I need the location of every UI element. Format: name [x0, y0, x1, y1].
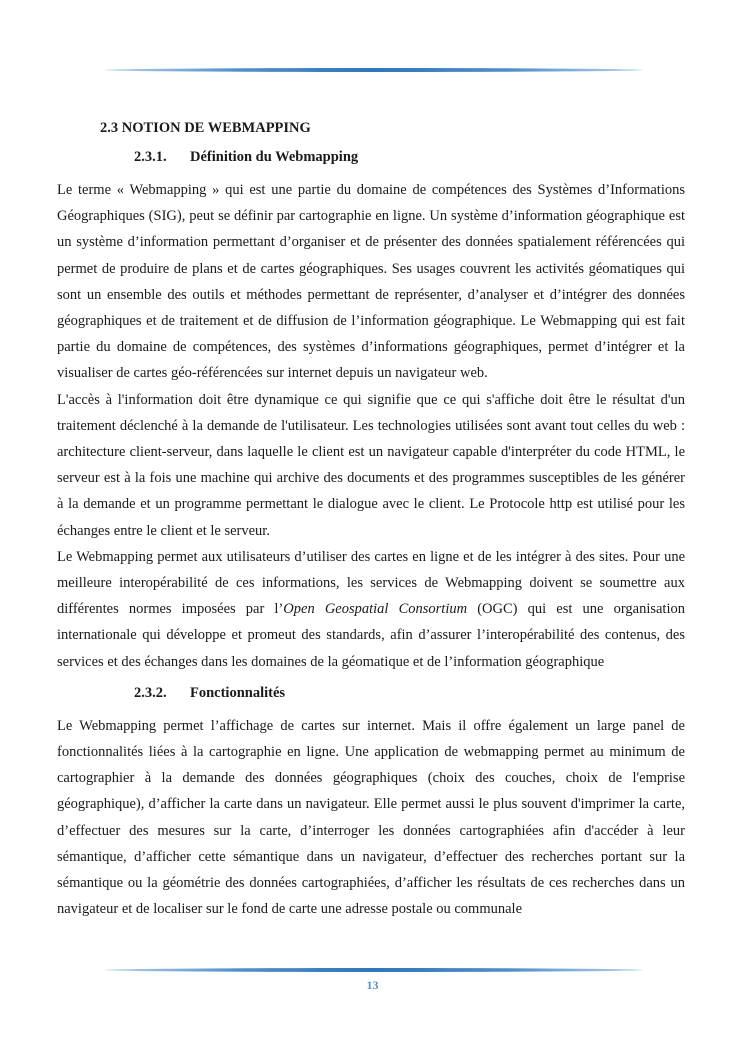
section-heading: 2.3 NOTION DE WEBMAPPING: [100, 120, 311, 136]
ogc-name: Open Geospatial Consortium: [283, 601, 468, 618]
header-rule: [105, 68, 643, 72]
subsection-heading-definition: [134, 147, 685, 167]
paragraph-text: Le Webmapping permet aux utilisateurs d’utiliser des cartes en ligne et de les intégrer à des sites. Pour une meilleure interopérabilité de ces informations, les services de Webmapping doivent se soumettre aux différentes normes imposées par l’: [57, 548, 685, 618]
subsection-title: Fonctionnalités: [190, 684, 286, 701]
paragraph-interoperability: [57, 544, 685, 675]
subsection-title: Définition du Webmapping: [190, 149, 359, 165]
paragraph-definition: Le terme « Webmapping » qui est une partie du domaine de compétences des Systèmes d’Informations Géographiques (SIG), peut se définir par cartographie en ligne. Un système d’information géographique est un système d’information permettant d’organiser et de présenter des données spatialement référencées qui permet de produire de plans et de cartes géographiques. Ses usages couvrent les activités géomatiques qui sont un ensemble des outils et méthodes permettant de représenter, d’analyser et d’intégrer des données géographiques et de traitement et de diffusion de l’information géographique. Le Webmapping qui est fait partie du domaine de compétences, des systèmes d’informations géographiques, permet d’intégrer et la visualiser de cartes géo-référencées sur internet depuis un navigateur web.: [57, 182, 685, 382]
footer-rule: [105, 968, 643, 972]
paragraph-features: Le Webmapping permet l’affichage de cartes sur internet. Mais il offre également un large panel de fonctionnalités liées à la cartographie en ligne. Une application de webmapping permet au minimum de cartographier à la demande des données géographiques (choix des couches, choix de l'emprise géographique), d’afficher la carte dans un navigateur. Elle permet aussi le plus souvent d'imprimer la carte, d’effectuer des mesures sur la carte, d’interroger les données cartographiées afin d'accéder à leur sémantique, d’afficher cette sémantique dans un navigateur, d’effectuer des recherches portant sur la sémantique ou la géométrie des données cartographiées, d’afficher les résultats de ces recherches dans un navigateur et de localiser sur le fond de carte une adresse postale ou communale: [57, 717, 685, 918]
subsection-number: 2.3.2.: [134, 684, 167, 701]
page-number: 13: [366, 978, 379, 992]
subsection-number: 2.3.1.: [134, 149, 167, 165]
page-content: [57, 118, 685, 922]
paragraph-text: (OGC) qui est une organisation internationale qui développe et promeut des standards, afin d’assurer l’interopérabilité des contenus, des services et des échanges dans les domaines de la géomatique et de l’information géographique: [57, 601, 685, 670]
paragraph-dynamic-access: L'accès à l'information doit être dynamique ce qui signifie que ce qui s'affiche doit être le résultat d'un traitement déclenché à la demande de l'utilisateur. Les technologies utilisées sont avant tout celles du web : architecture client-serveur, dans laquelle le client est un navigateur capable d'interpréter du code HTML, le serveur est à la fois une machine qui archive des documents et des programmes susceptibles de les générer à la demande et un programme permettant le dialogue avec le client. Le Protocole http est utilisé pour les échanges entre le client et le serveur.: [57, 391, 685, 539]
subsection-heading-features: [134, 683, 685, 703]
